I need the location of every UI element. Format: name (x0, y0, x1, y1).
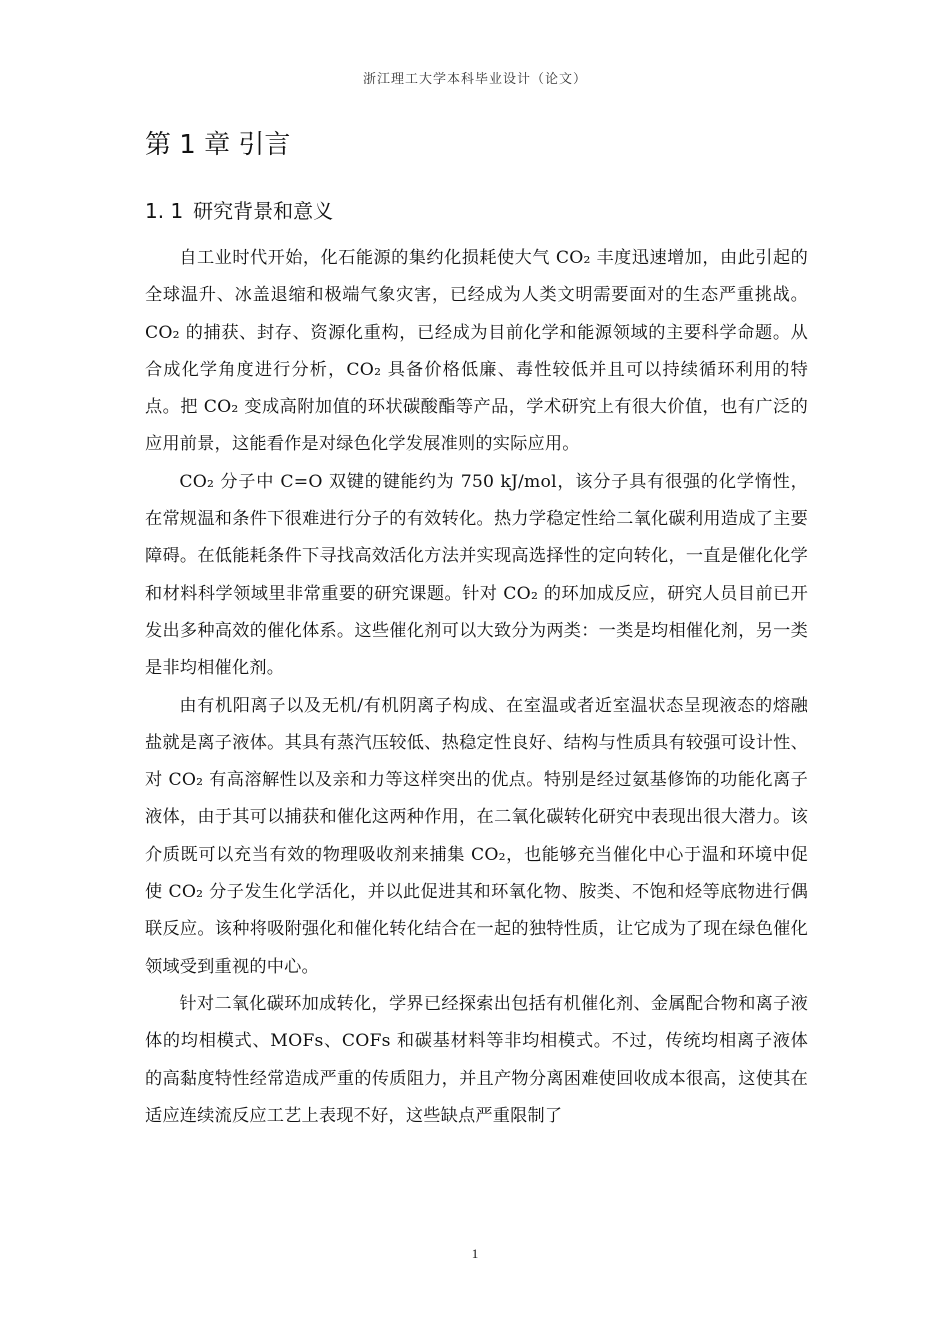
section-title (145, 195, 333, 224)
running-header: 浙江理工大学本科毕业设计（论文） (362, 72, 587, 87)
paragraph-co2-inertness: CO₂ 分子中 C=O 双键的键能约为 750 kJ/mol，该分子具有很强的化学惰性，在常规温和条件下很难进行分子的有效转化。热力学稳定性给二氧化碳利用造成了主要障碍。在低能耗条件下寻找高效活化方法并实现高选择性的定向转化，一直是催化化学和材料科学领域里非常重要的研究课题。针对 CO₂ 的环加成反应，研究人员目前已开发出多种高效的催化体系。这些催化剂可以大致分为两类：一类是均相催化剂，另一类是非均相催化剂。 (145, 471, 808, 679)
paragraph-ionic-liquids: 由有机阳离子以及无机/有机阴离子构成、在室温或者近室温状态呈现液态的熔融盐就是离子液体。其具有蒸汽压较低、热稳定性良好、结构与性质具有较强可设计性、对 CO₂ 有高溶解性以及亲和力等这样突出的优点。特别是经过氨基修饰的功能化离子液体，由于其可以捕获和催化这两种作用，在二氧化碳转化研究中表现出很大潜力。该介质既可以充当有效的物理吸收剂来捕集 CO₂，也能够充当催化中心于温和环境中促使 CO₂ 分子发生化学活化，并以此促进其和环氧化物、胺类、不饱和烃等底物进行偶联反应。该种将吸附强化和催化转化结合在一起的独特性质，让它成为了现在绿色催化领域受到重视的中心。 (145, 695, 808, 977)
page-number: 1 (471, 1246, 479, 1261)
paragraph-background: 自工业时代开始，化石能源的集约化损耗使大气 CO₂ 丰度迅速增加，由此引起的全球温升、冰盖退缩和极端气象灾害，已经成为人类文明需要面对的生态严重挑战。CO₂ 的捕获、封存、资源化重构，已经成为目前化学和能源领域的主要科学命题。从合成化学角度进行分析，CO₂ 具备价格低廉、毒性较低并且可以持续循环利用的特点。把 CO₂ 变成高附加值的环状碳酸酯等产品，学术研究上有很大价值，也有广泛的应用前景，这能看作是对绿色化学发展准则的实际应用。 (145, 248, 808, 455)
chapter-title: 第 1 章 引言 (145, 130, 291, 160)
body-text (145, 240, 808, 1135)
paragraph-catalysis-modes: 针对二氧化碳环加成转化，学界已经探索出包括有机催化剂、金属配合物和离子液体的均相模式、MOFs、COFs 和碳基材料等非均相模式。不过，传统均相离子液体的高黏度特性经常造成严重的传质阻力，并且产物分离困难使回收成本很高，这使其在适应连续流反应工艺上表现不好，这些缺点严重限制了 (145, 993, 808, 1126)
section-number: 1. 1 (145, 199, 184, 223)
section-title-text: 研究背景和意义 (193, 199, 334, 223)
